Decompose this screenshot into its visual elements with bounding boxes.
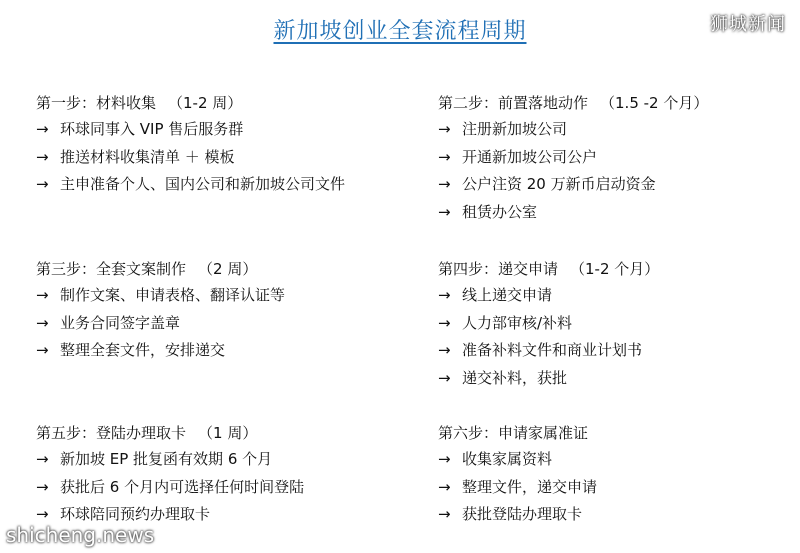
step-duration: （2 周）: [198, 260, 258, 278]
step-title: 第三步：全套文案制作: [36, 260, 187, 278]
list-item: [36, 474, 416, 502]
arrow-icon: →: [438, 175, 451, 193]
arrow-icon: →: [438, 341, 451, 359]
item-text: 新加坡 EP 批复函有效期 6 个月: [60, 450, 273, 468]
item-text: 租赁办公室: [462, 202, 538, 221]
item-text: 递交补料，获批: [462, 368, 568, 387]
watermark-top: 狮城新闻: [710, 14, 786, 35]
arrow-icon: →: [438, 120, 451, 138]
item-text: 注册新加坡公司: [462, 120, 568, 138]
item-text: 收集家属资料: [462, 450, 553, 468]
list-item: [438, 199, 800, 227]
step-title: 第六步：申请家属准证: [438, 424, 589, 442]
step-heading: [36, 256, 416, 282]
step-items: [36, 116, 416, 199]
list-item: [36, 446, 416, 474]
list-item: [438, 337, 800, 365]
item-text: 线上递交申请: [462, 286, 553, 304]
step-1: [36, 90, 416, 199]
item-text: 获批后 6 个月内可选择任何时间登陆: [60, 477, 305, 496]
arrow-icon: →: [438, 450, 451, 468]
item-text: 业务合同签字盖章: [60, 313, 181, 332]
page-title: 新加坡创业全套流程周期: [273, 19, 527, 44]
step-duration: （1.5 -2 个月）: [600, 94, 709, 112]
list-item: [438, 501, 800, 529]
item-text: 整理全套文件，安排递交: [60, 341, 226, 359]
step-4: [438, 256, 800, 392]
step-duration: （1 周）: [198, 424, 258, 442]
arrow-icon: →: [36, 120, 49, 138]
list-item: [36, 501, 416, 529]
step-items: [438, 446, 800, 529]
step-title: 第二步：前置落地动作: [438, 94, 589, 112]
list-item: [36, 144, 416, 172]
watermark-bottom: shicheng.news: [6, 523, 155, 547]
item-text: 制作文案、申请表格、翻译认证等: [60, 286, 286, 304]
list-item: [36, 282, 416, 310]
arrow-icon: →: [36, 175, 49, 193]
step-items: [438, 282, 800, 392]
step-heading: [36, 90, 416, 116]
item-text: 开通新加坡公司公户: [462, 147, 598, 166]
arrow-icon: →: [36, 147, 49, 166]
item-text: 整理文件，递交申请: [462, 477, 598, 496]
list-item: [438, 282, 800, 310]
list-item: [36, 337, 416, 365]
arrow-icon: →: [438, 368, 451, 387]
step-items: [438, 116, 800, 226]
item-text: 主申准备个人、国内公司和新加坡公司文件: [60, 175, 346, 193]
step-items: [36, 446, 416, 529]
list-item: [438, 310, 800, 338]
list-item: [438, 116, 800, 144]
list-item: [36, 171, 416, 199]
step-title: 第四步：递交申请: [438, 260, 559, 278]
step-6: [438, 420, 800, 529]
step-duration: （1-2 个月）: [570, 260, 660, 278]
step-2: [438, 90, 800, 226]
step-title: 第五步：登陆办理取卡: [36, 424, 187, 442]
step-3: [36, 256, 416, 365]
step-heading: [438, 256, 800, 282]
step-heading: [438, 90, 800, 116]
arrow-icon: →: [36, 450, 49, 468]
arrow-icon: →: [438, 147, 451, 166]
step-items: [36, 282, 416, 365]
item-text: 环球陪同预约办理取卡: [60, 505, 211, 523]
step-heading: [36, 420, 416, 446]
list-item: [438, 365, 800, 393]
list-item: [438, 144, 800, 172]
list-item: [438, 474, 800, 502]
arrow-icon: →: [36, 477, 49, 496]
arrow-icon: →: [438, 202, 451, 221]
arrow-icon: →: [438, 313, 451, 332]
step-5: [36, 420, 416, 529]
item-text: 准备补料文件和商业计划书: [462, 341, 643, 359]
arrow-icon: →: [36, 341, 49, 359]
item-text: 人力部审核/补料: [462, 313, 573, 332]
list-item: [438, 171, 800, 199]
item-text: 获批登陆办理取卡: [462, 505, 583, 523]
list-item: [36, 116, 416, 144]
arrow-icon: →: [36, 286, 49, 304]
item-text: 环球同事入 VIP 售后服务群: [60, 120, 244, 138]
arrow-icon: →: [36, 313, 49, 332]
step-title: 第一步：材料收集: [36, 94, 157, 112]
item-text: 推送材料收集清单 ＋ 模板: [60, 147, 235, 166]
arrow-icon: →: [36, 505, 49, 523]
list-item: [438, 446, 800, 474]
list-item: [36, 310, 416, 338]
step-heading: [438, 420, 800, 446]
arrow-icon: →: [438, 477, 451, 496]
item-text: 公户注资 20 万新币启动资金: [462, 175, 656, 193]
step-duration: （1-2 周）: [168, 94, 243, 112]
arrow-icon: →: [438, 505, 451, 523]
arrow-icon: →: [438, 286, 451, 304]
